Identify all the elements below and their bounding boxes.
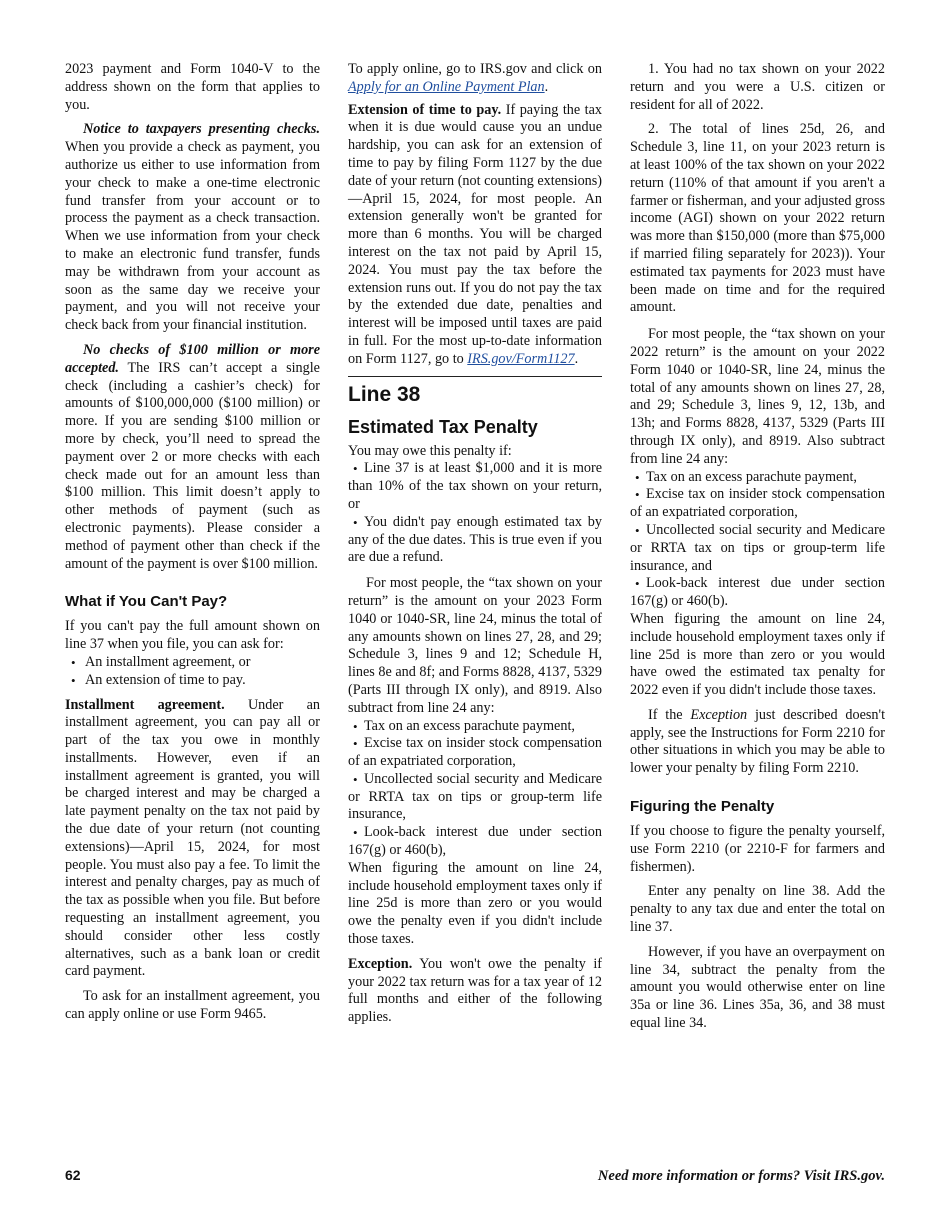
- paragraph-tax-shown: For most people, the “tax shown on your return” is the amount on your 2023 Form 1040 or 1040-SR, line 24, minus the total of any amounts shown on lines 27, 28, and 29; Schedule 3, lines 9 and 12; Schedule H, lines 8e and 8f; and Forms 8828, 4137, 5329 (Parts III through IX only), and 8919. Also subtract from line 24 any:: [348, 575, 602, 716]
- bullet-excise: • Excise tax on insider stock compensation of an expatriated corporation,: [348, 735, 602, 771]
- no-checks-heading: No checks of $100 million or more accepted.: [65, 341, 320, 376]
- paragraph-item-1: 1. You had no tax shown on your 2022 return and you were a U.S. citizen or resident for all of 2022.: [630, 61, 885, 113]
- column-3: [630, 61, 885, 1040]
- paragraph-apply-online: [348, 61, 602, 97]
- column-2: [348, 61, 602, 1034]
- paragraph-overpayment: However, if you have an overpayment on line 34, subtract the penalty from the amount you would otherwise enter on line 35a or line 36. Lines 35a, 36, and 38 must equal line 34.: [630, 943, 885, 1032]
- paragraph-installment-agreement: [65, 697, 320, 982]
- heading-line-38: Line 38: [348, 382, 421, 406]
- heading-figuring-penalty: Figuring the Penalty: [630, 798, 775, 816]
- notice-body: When you provide a check as payment, you authorize us either to use information from your check to make a one-time electronic fund transfer from your account or to process the payment as a check transaction. When we use information from your check to make an electronic fund transfer, funds may be withdrawn from your account as soon as the same day we receive your payment, and you will not receive your check back from your financial institution.: [65, 139, 320, 334]
- bullet-extension: • An extension of time to pay.: [65, 672, 320, 690]
- bullet-uncollected: • Uncollected social security and Medicare or RRTA tax on tips or group-term life insurance,: [348, 771, 602, 824]
- footer-text: Need more information or forms? Visit IRS.gov.: [597, 1168, 885, 1184]
- installment-heading: Installment agreement.: [65, 696, 225, 713]
- paragraph-exception-not-apply: [630, 707, 885, 778]
- extension-heading: Extension of time to pay.: [348, 101, 502, 118]
- bullet-lookback-2022: • Look-back interest due under section 167(g) or 460(b).: [630, 575, 885, 611]
- exception-heading: Exception.: [348, 955, 413, 972]
- paragraph-when-figuring: When figuring the amount on line 24, include household employment taxes only if line 25d is more than zero or you would owe the penalty even if you didn't include those taxes.: [348, 859, 602, 948]
- online-payment-plan-link[interactable]: Apply for an Online Payment Plan: [348, 78, 545, 95]
- exception-body: You won't owe the penalty if your 2022 tax return was for a tax year of 12 full months and either of the following applies.: [348, 955, 602, 1026]
- paragraph-installment-ask: To ask for an installment agreement, you can apply online or use Form 9465.: [65, 988, 320, 1023]
- form1127-link[interactable]: IRS.gov/Form1127: [467, 350, 575, 367]
- notice-heading: Notice to taxpayers presenting checks.: [83, 121, 320, 138]
- apply-post: .: [544, 78, 549, 95]
- bullet-installment: • An installment agreement, or: [65, 654, 320, 672]
- if-post: just described doesn't apply, see the Instructions for Form 2210 for other situations in which you may be able to lower your penalty by filing Form 2210.: [630, 706, 886, 777]
- bullet-uncollected-2022: • Uncollected social security and Medicare or RRTA tax on tips or group-term life insurance, and: [630, 522, 885, 575]
- bullet-parachute: • Tax on an excess parachute payment,: [348, 718, 602, 736]
- bullet-parachute-2022: • Tax on an excess parachute payment,: [630, 469, 885, 487]
- paragraph-when-figuring-2022: When figuring the amount on line 24, include household employment taxes only if line 25d is more than zero or you would have owed the estimated tax penalty for 2022 even if you didn't include those taxes.: [630, 610, 885, 699]
- paragraph-what-if-intro: If you can't pay the full amount shown on line 37 when you file, you can ask for:: [65, 618, 320, 653]
- paragraph-notice-checks: [65, 121, 320, 335]
- paragraph-may-owe: You may owe this penalty if:: [348, 442, 512, 459]
- section-divider: [348, 376, 602, 377]
- page-number: 62: [65, 1167, 81, 1183]
- paragraph-exception: [348, 956, 602, 1027]
- heading-what-if-cant-pay: What if You Can't Pay?: [65, 593, 228, 611]
- paragraph-item-2: 2. The total of lines 25d, 26, and Schedule 3, line 11, on your 2023 return is at least 100% of the tax shown on your 2022 return (110% of that amount if you aren't a farmer or fisherman, and your adjusted gross income (AGI) shown on your 2022 return was more than $150,000 (more than $75,000 if married filing separately for 2023)). Your estimated tax payments for 2023 must have been made on time and for the required amount.: [630, 121, 885, 316]
- column-1: [65, 61, 320, 1031]
- bullet-line-37: • Line 37 is at least $1,000 and it is more than 10% of the tax shown on your return, or: [348, 460, 602, 513]
- bullet-lookback: • Look-back interest due under section 167(g) or 460(b),: [348, 824, 602, 860]
- installment-body: Under an installment agreement, you can pay all or part of the tax you owe in monthly installments. However, even if an installment agreement is granted, you will be charged interest and may be charged a late payment penalty on the tax not paid by the due date of your return (not counting extensions)—April 15, 2024, for most people. You must also pay a fee. To limit the interest and penalty charges, pay as much of the tax as possible when you file. But before requesting an installment agreement, you should consider other less costly alternatives, such as a bank loan or credit card payment.: [65, 696, 321, 980]
- paragraph-extension: [348, 102, 602, 369]
- bullet-excise-2022: • Excise tax on insider stock compensation of an expatriated corporation,: [630, 486, 885, 522]
- paragraph-enter-penalty: Enter any penalty on line 38. Add the penalty to any tax due and enter the total on line 37.: [630, 883, 885, 936]
- paragraph-tax-shown-2022: For most people, the “tax shown on your 2022 return” is the amount on your 2022 Form 1040 or 1040-SR, line 24, minus the total of any amounts shown on lines 27, 28, and 29; Schedule 3, lines 9, 12, 13b, and 13h; and Forms 8828, 4137, 5329 (Parts III through IX only), and 8919. Also subtract from line 24 any:: [630, 326, 885, 467]
- extension-body: If paying the tax when it is due would cause you an undue hardship, you can ask for an extension of time to pay by filing Form 1127 by the due date of your return (not counting extensions)—April 15, 2024, for most people. An extension generally won't be granted for more than 6 months. You will be charged interest on the tax not paid by April 15, 2024. You must pay the tax before the extension runs out. If you do not pay the tax by the extended due date, penalties and interest will be imposed until taxes are paid in full. For the most up-to-date information on Form 1127, go to: [348, 101, 602, 367]
- bullet-estimated-tax: • You didn't pay enough estimated tax by any of the due dates. This is true even if you are due a refund.: [348, 514, 602, 567]
- apply-pre: To apply online, go to IRS.gov and click on: [348, 61, 602, 77]
- if-pre: If the: [648, 706, 683, 723]
- paragraph-no-checks: [65, 342, 320, 573]
- paragraph-payment-address: 2023 payment and Form 1040-V to the address shown on the form that applies to you.: [65, 61, 320, 113]
- if-exception-italic: Exception: [690, 706, 748, 723]
- heading-estimated-tax-penalty: Estimated Tax Penalty: [348, 416, 538, 437]
- extension-post: .: [574, 350, 579, 367]
- paragraph-figure-yourself: If you choose to figure the penalty yourself, use Form 2210 (or 2210-F for farmers and fishermen).: [630, 823, 885, 875]
- no-checks-body: The IRS can’t accept a single check (including a cashier’s check) for amounts of $100,000,000 ($100 million) or more. If you are sending $100 million or more by check, you’ll need to spread the payment over 2 or more checks with each check made out for an amount less than $100 million. This limit doesn’t apply to other methods of payment (such as electronic payments). Please consider a method of payment other than check if the amount of the payment is over $100 million.: [65, 359, 320, 572]
